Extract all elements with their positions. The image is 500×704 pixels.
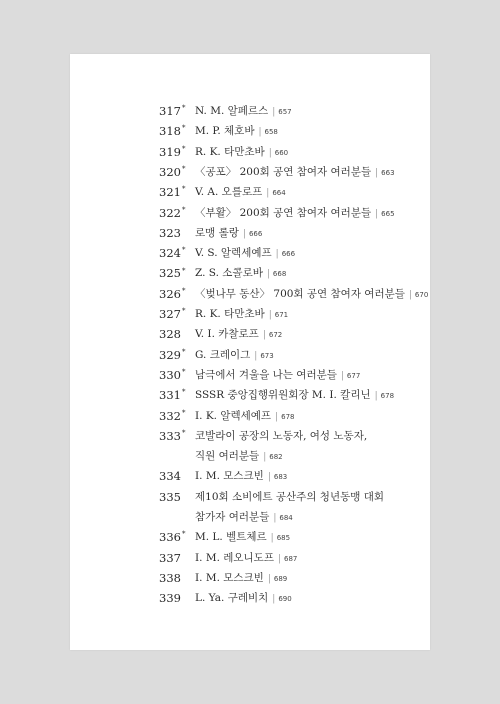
entry-number-value: 318 [159, 124, 181, 139]
asterisk-mark: * [181, 124, 186, 133]
entry-title [195, 530, 485, 545]
entry-title [195, 388, 485, 403]
entry-title-text: I. M. 모스크빈 [195, 470, 264, 483]
entry-number [159, 469, 193, 483]
entry-title [195, 165, 485, 180]
page-number: 684 [279, 513, 293, 522]
entry-number [159, 571, 193, 585]
asterisk-mark: * [181, 388, 186, 397]
book-page [70, 54, 430, 650]
entry-number [159, 307, 193, 321]
page-number: 660 [274, 148, 289, 157]
entry-title-text: 코발라이 공장의 노동자, 여성 노동자, [195, 429, 368, 442]
entry-number [159, 226, 193, 240]
separator-bar: | [374, 391, 378, 402]
entry-title [195, 206, 485, 221]
entry-number [159, 368, 193, 382]
separator-bar: | [272, 594, 276, 605]
page-number: 677 [346, 371, 361, 380]
separator-bar: | [254, 350, 258, 361]
entry-title-text: 로맹 롤랑 [195, 226, 239, 239]
asterisk-mark: * [181, 368, 186, 377]
page-number: 670 [414, 290, 429, 299]
separator-bar: | [268, 310, 272, 320]
page-number: 665 [381, 209, 395, 218]
entry-number-value: 329 [159, 347, 181, 362]
separator-bar: | [275, 411, 279, 422]
page-number: 663 [381, 168, 395, 177]
separator-bar: | [267, 573, 271, 584]
entry-title-text: 참가자 여러분들 [195, 510, 270, 523]
entry-number [159, 348, 193, 362]
page-number: 683 [273, 473, 288, 482]
asterisk-mark: * [181, 307, 186, 316]
entry-title-text: M. L. 벨트체르 [195, 531, 267, 544]
page-number: 690 [278, 595, 292, 604]
page-number: 682 [269, 452, 283, 461]
separator-bar: | [408, 289, 412, 300]
page-number: 685 [276, 534, 291, 543]
separator-bar: | [375, 208, 379, 219]
entry-title [195, 571, 485, 586]
entry-title [195, 124, 485, 139]
entry-number-value: 326 [159, 286, 181, 301]
page-number: 672 [268, 331, 283, 340]
entry-title-text: 〈공포〉 200회 공연 참여자 여러분들 [195, 165, 372, 178]
entry-title [195, 287, 485, 302]
page-number: 678 [281, 412, 295, 421]
entry-number-value: 320 [159, 164, 181, 179]
separator-bar: | [270, 533, 274, 544]
separator-bar: | [262, 330, 266, 341]
asterisk-mark: * [181, 246, 186, 255]
entry-number [159, 287, 193, 301]
entry-title [195, 490, 485, 504]
entry-number-value: 328 [159, 327, 181, 342]
entry-number-value: 319 [159, 144, 181, 159]
entry-title [195, 226, 485, 241]
entry-number-value: 323 [159, 225, 181, 240]
entry-title [195, 307, 485, 322]
asterisk-mark: * [181, 408, 186, 417]
entry-number [159, 124, 193, 138]
entry-number-value: 325 [159, 266, 181, 281]
page-number: 658 [264, 128, 278, 137]
entry-number [159, 266, 193, 280]
page-number: 666 [281, 250, 296, 259]
entry-title-text: 〈벚나무 동산〉 700회 공연 참여자 여러분들 [195, 287, 405, 300]
entry-number-value: 337 [159, 550, 181, 565]
entry-number [159, 409, 193, 423]
entry-number-value: 332 [159, 408, 181, 423]
page-number: 666 [248, 229, 263, 238]
separator-bar: | [266, 188, 270, 199]
entry-number [159, 206, 193, 220]
entry-number-value: 334 [159, 469, 181, 484]
separator-bar: | [242, 228, 246, 239]
entry-title-text: G. 크레이그 [195, 348, 251, 361]
entry-title-text: I. M. 모스크빈 [195, 571, 264, 584]
asterisk-mark: * [181, 165, 186, 174]
entry-number [159, 551, 193, 565]
page-number: 668 [272, 270, 287, 279]
entry-title-text: SSSR 중앙집행위원회장 M. I. 칼리닌 [195, 389, 371, 402]
entry-title-text: V. A. 오를로프 [195, 186, 263, 199]
entry-number [159, 185, 193, 199]
entry-title-text: R. K. 타만초바 [195, 308, 265, 320]
entry-title-text: R. K. 타만초바 [195, 145, 265, 158]
separator-bar: | [272, 107, 276, 117]
entry-number [159, 530, 193, 544]
entry-title [195, 551, 485, 566]
entry-number [159, 327, 193, 341]
asterisk-mark: * [181, 286, 186, 295]
entry-number [159, 104, 193, 118]
entry-number-value: 322 [159, 205, 181, 220]
asterisk-mark: * [181, 266, 186, 275]
entry-title [195, 246, 485, 261]
entry-title-text: V. S. 알렉세예프 [195, 247, 272, 260]
asterisk-mark: * [181, 144, 186, 153]
page-number: 687 [284, 554, 298, 563]
page-number: 671 [274, 311, 289, 319]
entry-title [195, 368, 485, 383]
entry-title [195, 591, 485, 606]
asterisk-mark: * [181, 104, 186, 113]
entry-title-text: 직원 여러분들 [195, 449, 260, 462]
asterisk-mark: * [181, 530, 186, 539]
entry-number-value: 333 [159, 428, 181, 443]
entry-number [159, 429, 193, 443]
separator-bar: | [268, 147, 272, 158]
entry-title [195, 266, 485, 281]
asterisk-mark: * [181, 185, 186, 194]
entry-title-text: M. P. 체호바 [195, 125, 255, 138]
entry-number-value: 338 [159, 570, 181, 585]
entry-number-value: 336 [159, 530, 181, 545]
entry-number-value: 331 [159, 388, 181, 403]
entry-title [195, 145, 485, 160]
entry-title [195, 104, 485, 119]
asterisk-mark: * [181, 347, 186, 356]
entry-title-text: 〈부활〉 200회 공연 참여자 여러분들 [195, 206, 372, 219]
entry-number [159, 591, 193, 605]
entry-number [159, 145, 193, 159]
separator-bar: | [273, 512, 277, 523]
entry-title-text: 제10회 소비에트 공산주의 청년동맹 대회 [195, 490, 384, 503]
entry-title [195, 469, 485, 484]
page-number: 664 [272, 189, 286, 198]
entry-title-text: 남극에서 겨울을 나는 여러분들 [195, 368, 337, 381]
separator-bar: | [340, 370, 344, 381]
entry-title-text: I. M. 레오니도프 [195, 551, 274, 564]
separator-bar: | [263, 451, 267, 462]
entry-title-text: I. K. 알렉세예프 [195, 409, 272, 422]
entry-title [195, 449, 283, 464]
entry-title [195, 185, 485, 200]
entry-number-value: 335 [159, 489, 181, 504]
entry-number-value: 317 [159, 104, 181, 118]
asterisk-mark: * [181, 205, 186, 214]
entry-number-value: 324 [159, 246, 181, 261]
entry-title-text: V. I. 카찰로프 [195, 328, 259, 341]
entry-number [159, 165, 193, 179]
separator-bar: | [275, 249, 279, 260]
entry-title [195, 429, 485, 443]
separator-bar: | [267, 472, 271, 483]
entry-number [159, 388, 193, 402]
entry-title [195, 510, 293, 525]
entry-title-text: Z. S. 소콜로바 [195, 267, 263, 280]
separator-bar: | [277, 553, 282, 564]
separator-bar: | [375, 167, 379, 178]
entry-number-value: 321 [159, 185, 181, 200]
entry-number-value: 330 [159, 367, 181, 382]
entry-number-value: 339 [159, 591, 181, 606]
page-number: 678 [380, 392, 395, 401]
separator-bar: | [258, 127, 262, 138]
entry-number [159, 490, 193, 504]
entry-title [195, 409, 485, 424]
entry-title [195, 327, 485, 342]
entry-number-value: 327 [159, 307, 181, 321]
page-number: 673 [260, 351, 274, 360]
asterisk-mark: * [181, 428, 186, 437]
page-number: 657 [278, 108, 292, 116]
entry-title-text: N. M. 알페르스 [195, 105, 269, 117]
entry-title-text: L. Ya. 구레비치 [195, 592, 269, 605]
entry-title [195, 348, 485, 363]
separator-bar: | [266, 269, 270, 280]
page-number: 689 [273, 574, 288, 583]
entry-number [159, 246, 193, 260]
